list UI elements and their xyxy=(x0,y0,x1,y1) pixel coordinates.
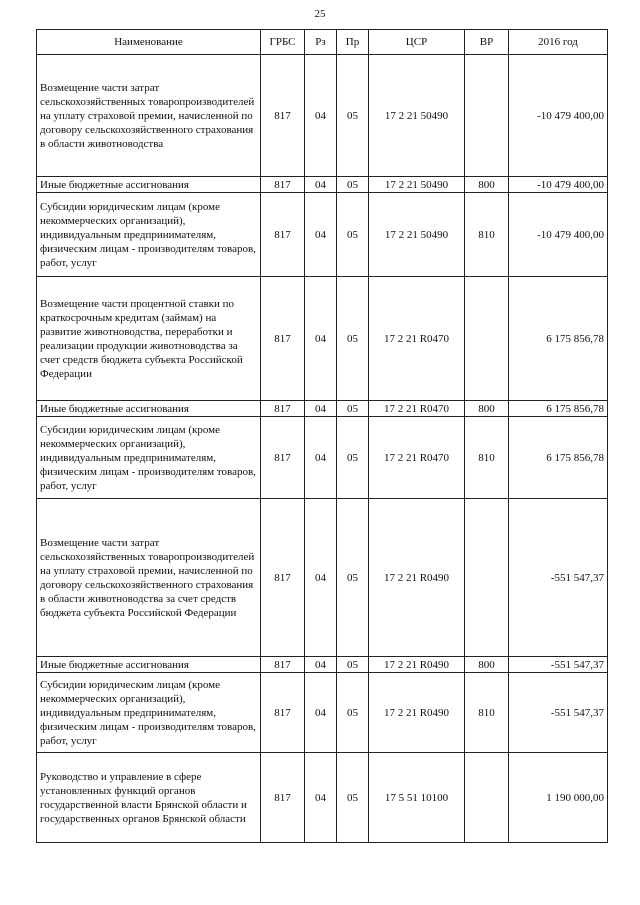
table-row xyxy=(37,753,608,843)
row-rz: 04 xyxy=(305,55,337,177)
row-amount: 6 175 856,78 xyxy=(509,277,608,401)
header-pr: Пр xyxy=(337,30,369,55)
budget-table xyxy=(36,29,608,843)
row-amount: 6 175 856,78 xyxy=(509,401,608,417)
row-vr: 810 xyxy=(465,417,509,499)
row-rz: 04 xyxy=(305,657,337,673)
header-csr: ЦСР xyxy=(369,30,465,55)
row-amount: 6 175 856,78 xyxy=(509,417,608,499)
table-row xyxy=(37,499,608,657)
row-vr: 810 xyxy=(465,673,509,753)
row-rz: 04 xyxy=(305,753,337,843)
row-name: Иные бюджетные ассигнования xyxy=(37,177,261,193)
header-name: Наименование xyxy=(37,30,261,55)
row-vr xyxy=(465,55,509,177)
row-amount: 1 190 000,00 xyxy=(509,753,608,843)
table-row xyxy=(37,401,608,417)
table-row xyxy=(37,277,608,401)
row-rz: 04 xyxy=(305,673,337,753)
row-name: Иные бюджетные ассигнования xyxy=(37,401,261,417)
row-csr: 17 2 21 R0470 xyxy=(369,401,465,417)
row-grbs: 817 xyxy=(261,673,305,753)
row-name: Возмещение части затрат сельскохозяйственных товаропроизводителей на уплату страховой премии, начисленной по договору сельскохозяйственного страхования в области животноводства xyxy=(37,55,261,177)
row-rz: 04 xyxy=(305,177,337,193)
row-name: Субсидии юридическим лицам (кроме некоммерческих организаций), индивидуальным предпринимателям, физическим лицам - производителям товаров, работ, услуг xyxy=(37,193,261,277)
row-vr xyxy=(465,277,509,401)
row-pr: 05 xyxy=(337,55,369,177)
row-name: Руководство и управление в сфере установленных функций органов государственной власти Брянской области и государственных органов Брянской области xyxy=(37,753,261,843)
row-vr: 800 xyxy=(465,657,509,673)
row-vr xyxy=(465,499,509,657)
table-header-row xyxy=(37,30,608,55)
row-grbs: 817 xyxy=(261,417,305,499)
row-csr: 17 2 21 R0490 xyxy=(369,657,465,673)
row-csr: 17 2 21 R0470 xyxy=(369,277,465,401)
row-amount: -10 479 400,00 xyxy=(509,55,608,177)
row-amount: -551 547,37 xyxy=(509,499,608,657)
row-amount: -10 479 400,00 xyxy=(509,193,608,277)
table-row xyxy=(37,55,608,177)
page-number: 25 xyxy=(314,8,326,20)
table-row xyxy=(37,417,608,499)
row-pr: 05 xyxy=(337,753,369,843)
row-pr: 05 xyxy=(337,673,369,753)
row-pr: 05 xyxy=(337,499,369,657)
row-name: Субсидии юридическим лицам (кроме некоммерческих организаций), индивидуальным предпринимателям, физическим лицам - производителям товаров, работ, услуг xyxy=(37,417,261,499)
row-grbs: 817 xyxy=(261,657,305,673)
row-vr xyxy=(465,753,509,843)
row-rz: 04 xyxy=(305,401,337,417)
row-vr: 800 xyxy=(465,177,509,193)
row-amount: -551 547,37 xyxy=(509,673,608,753)
row-vr: 800 xyxy=(465,401,509,417)
header-year: 2016 год xyxy=(509,30,608,55)
row-rz: 04 xyxy=(305,277,337,401)
row-grbs: 817 xyxy=(261,193,305,277)
row-name: Иные бюджетные ассигнования xyxy=(37,657,261,673)
row-vr: 810 xyxy=(465,193,509,277)
row-csr: 17 2 21 R0470 xyxy=(369,417,465,499)
row-amount: -551 547,37 xyxy=(509,657,608,673)
row-rz: 04 xyxy=(305,499,337,657)
row-grbs: 817 xyxy=(261,753,305,843)
header-rz: Рз xyxy=(305,30,337,55)
row-pr: 05 xyxy=(337,401,369,417)
row-name: Возмещение части процентной ставки по краткосрочным кредитам (займам) на развитие животноводства, переработки и реализации продукции животноводства за счет средств бюджета субъекта Российской Федерации xyxy=(37,277,261,401)
row-csr: 17 5 51 10100 xyxy=(369,753,465,843)
row-pr: 05 xyxy=(337,277,369,401)
row-csr: 17 2 21 50490 xyxy=(369,55,465,177)
header-vr: ВР xyxy=(465,30,509,55)
row-csr: 17 2 21 R0490 xyxy=(369,673,465,753)
header-grbs: ГРБС xyxy=(261,30,305,55)
table-row xyxy=(37,673,608,753)
row-pr: 05 xyxy=(337,193,369,277)
row-grbs: 817 xyxy=(261,277,305,401)
table-row xyxy=(37,657,608,673)
row-pr: 05 xyxy=(337,417,369,499)
row-name: Возмещение части затрат сельскохозяйственных товаропроизводителей на уплату страховой премии, начисленной по договору сельскохозяйственного страхования в области животноводства за счет средств бюджета субъекта Российской Федерации xyxy=(37,499,261,657)
row-rz: 04 xyxy=(305,193,337,277)
row-grbs: 817 xyxy=(261,55,305,177)
row-name: Субсидии юридическим лицам (кроме некоммерческих организаций), индивидуальным предпринимателям, физическим лицам - производителям товаров, работ, услуг xyxy=(37,673,261,753)
row-csr: 17 2 21 50490 xyxy=(369,177,465,193)
row-amount: -10 479 400,00 xyxy=(509,177,608,193)
row-grbs: 817 xyxy=(261,401,305,417)
table-row xyxy=(37,177,608,193)
row-grbs: 817 xyxy=(261,177,305,193)
row-csr: 17 2 21 R0490 xyxy=(369,499,465,657)
row-pr: 05 xyxy=(337,657,369,673)
table-row xyxy=(37,193,608,277)
row-grbs: 817 xyxy=(261,499,305,657)
row-pr: 05 xyxy=(337,177,369,193)
row-rz: 04 xyxy=(305,417,337,499)
row-csr: 17 2 21 50490 xyxy=(369,193,465,277)
